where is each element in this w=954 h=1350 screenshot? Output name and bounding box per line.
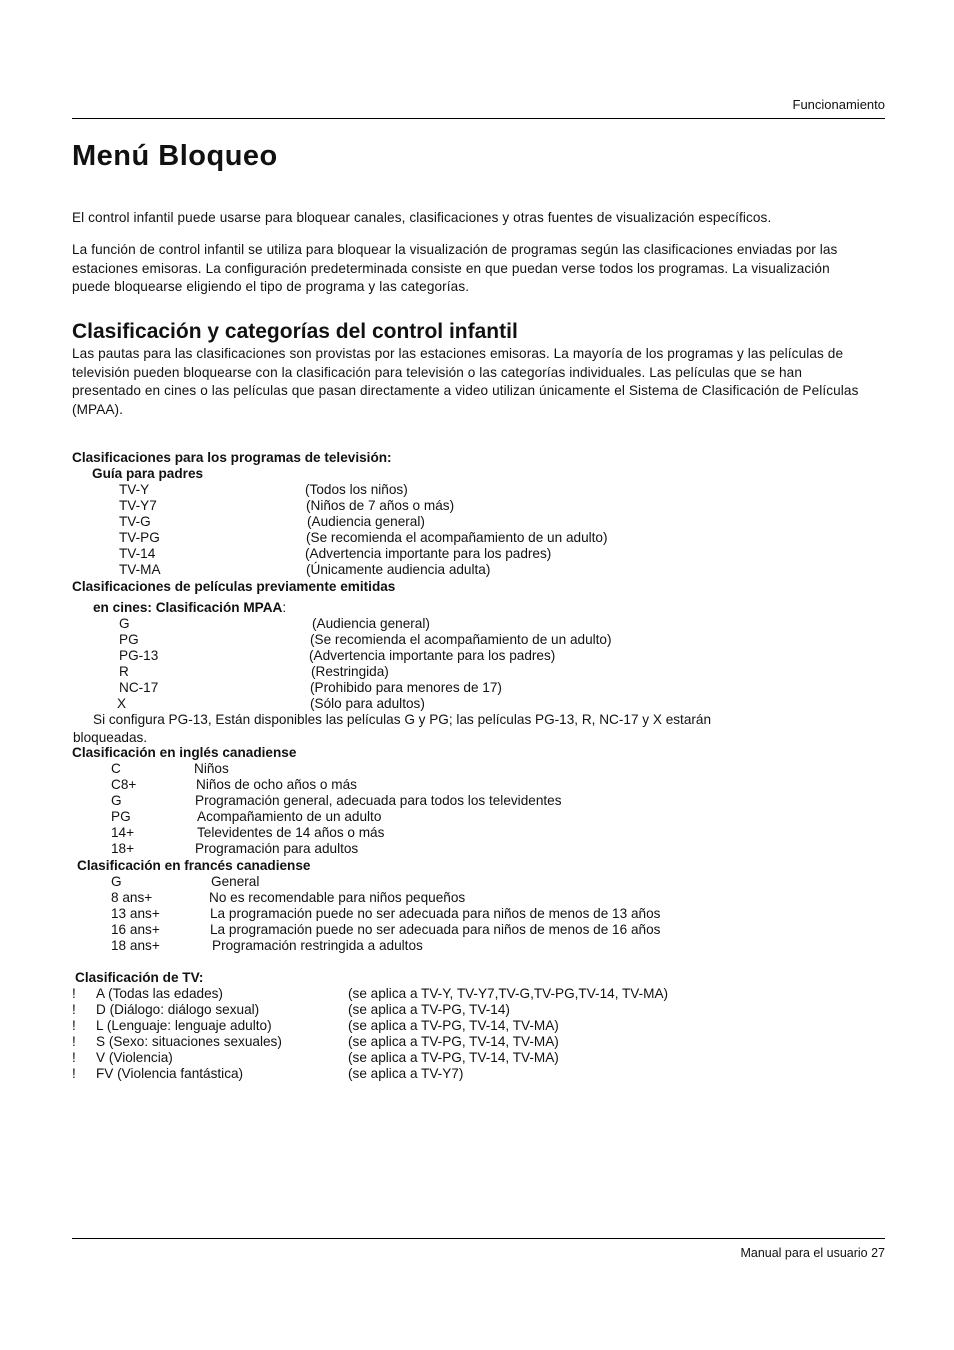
rating-code: NC-17 xyxy=(119,680,159,695)
rating-desc: La programación puede no ser adecuada para niños de menos de 16 años xyxy=(210,922,661,937)
bullet-icon: ! xyxy=(72,1066,76,1081)
rating-desc: General xyxy=(211,874,260,889)
rating-desc: (Todos los niños) xyxy=(305,482,408,497)
rating-desc: (Audiencia general) xyxy=(312,616,430,631)
rating-desc: (Audiencia general) xyxy=(307,514,425,529)
content-applies: (se aplica a TV-Y, TV-Y7,TV-G,TV-PG,TV-14, TV-MA) xyxy=(348,986,669,1001)
rating-code: TV-PG xyxy=(119,530,160,545)
rating-code: TV-Y xyxy=(119,482,150,497)
rating-desc: Televidentes de 14 años o más xyxy=(197,825,385,840)
rating-code: TV-14 xyxy=(119,546,156,561)
rating-code: R xyxy=(119,664,129,679)
rating-desc: (Se recomienda el acompañamiento de un adulto) xyxy=(306,530,608,545)
content-label: V (Violencia) xyxy=(96,1050,173,1065)
rating-code: TV-G xyxy=(119,514,151,529)
content-label: A (Todas las edades) xyxy=(96,986,223,1001)
rating-code: 18+ xyxy=(111,841,135,856)
rating-desc: (Sólo para adultos) xyxy=(310,696,425,711)
content-label: L (Lenguaje: lenguaje adulto) xyxy=(96,1018,272,1033)
content-applies: (se aplica a TV-Y7) xyxy=(348,1066,464,1081)
rating-code: 16 ans+ xyxy=(111,922,160,937)
tv-ratings-subheading: Guía para padres xyxy=(92,466,204,481)
rating-code: 14+ xyxy=(111,825,135,840)
tv-content-heading: Clasificación de TV: xyxy=(75,970,204,985)
rating-code: 13 ans+ xyxy=(111,906,160,921)
page-section-label: Funcionamiento xyxy=(792,97,885,112)
rating-code: C8+ xyxy=(111,777,137,792)
rating-desc: (Se recomienda el acompañamiento de un adulto) xyxy=(310,632,612,647)
rating-desc: Programación restringida a adultos xyxy=(212,938,423,953)
mpaa-note: Si configura PG-13, Están disponibles las películas G y PG; las películas PG-13, R, NC-17 y X estarán xyxy=(93,712,712,727)
page-footer: Manual para el usuario 27 xyxy=(740,1246,885,1260)
rating-desc: La programación puede no ser adecuada para niños de menos de 13 años xyxy=(210,906,661,921)
rating-desc: (Niños de 7 años o más) xyxy=(306,498,455,513)
content-applies: (se aplica a TV-PG, TV-14, TV-MA) xyxy=(348,1018,559,1033)
rating-desc: (Advertencia importante para los padres) xyxy=(309,648,556,663)
rating-code: 18 ans+ xyxy=(111,938,160,953)
page-title: Menú Bloqueo xyxy=(72,140,278,172)
mpaa-note-cont: bloqueadas. xyxy=(73,730,148,745)
rating-code: G xyxy=(111,874,122,889)
intro-paragraph-2: La función de control infantil se utiliza para bloquear la visualización de programas según las clasificaciones enviadas por las estaciones emisoras. La configuración predeterminada consiste en que puedan verse todos los programas. La visualización puede bloquearse eligiendo el tipo de programa y las categorías. xyxy=(72,242,838,294)
section-subtitle: Clasificación y categorías del control infantil xyxy=(72,320,518,343)
rating-code: X xyxy=(117,696,127,711)
tv-ratings-heading: Clasificaciones para los programas de televisión: xyxy=(72,450,392,465)
rating-desc: Programación para adultos xyxy=(195,841,359,856)
canadian-french-heading: Clasificación en francés canadiense xyxy=(77,858,311,873)
canadian-english-heading: Clasificación en inglés canadiense xyxy=(72,745,297,760)
content-label: S (Sexo: situaciones sexuales) xyxy=(96,1034,282,1049)
content-applies: (se aplica a TV-PG, TV-14) xyxy=(348,1002,510,1017)
content-label: D (Diálogo: diálogo sexual) xyxy=(96,1002,260,1017)
rating-code: TV-MA xyxy=(119,562,161,577)
intro-paragraph-1: El control infantil puede usarse para bloquear canales, clasificaciones y otras fuentes de visualización específicos. xyxy=(72,210,772,225)
rating-desc: Programación general, adecuada para todos los televidentes xyxy=(195,793,562,808)
mpaa-subheading-colon: : xyxy=(282,600,287,615)
bullet-icon: ! xyxy=(72,1050,76,1065)
subtitle-paragraph: Las pautas para las clasificaciones son provistas por las estaciones emisoras. La mayoría de los programas y las películas de televisión pueden bloquearse con la clasificación para televisión o las categorías individuales. Las películas que se han presentado en cines o las películas que pasan directamente a video utilizan únicamente el Sistema de Clasificación de Películas (MPAA). xyxy=(72,346,859,417)
mpaa-subheading: en cines: Clasificación MPAA xyxy=(93,600,283,615)
rating-desc: Acompañamiento de un adulto xyxy=(197,809,382,824)
bullet-icon: ! xyxy=(72,986,76,1001)
rating-desc: (Restringida) xyxy=(311,664,389,679)
rating-desc: Niños xyxy=(194,761,229,776)
header-rule xyxy=(72,118,885,119)
content-applies: (se aplica a TV-PG, TV-14, TV-MA) xyxy=(348,1034,559,1049)
rating-code: G xyxy=(119,616,130,631)
rating-code: 8 ans+ xyxy=(111,890,153,905)
footer-rule xyxy=(72,1238,885,1239)
rating-desc: Niños de ocho años o más xyxy=(196,777,357,792)
bullet-icon: ! xyxy=(72,1002,76,1017)
rating-code: PG xyxy=(111,809,131,824)
bullet-icon: ! xyxy=(72,1034,76,1049)
rating-desc: (Prohibido para menores de 17) xyxy=(310,680,502,695)
rating-code: C xyxy=(111,761,121,776)
rating-code: PG-13 xyxy=(119,648,159,663)
rating-desc: (Advertencia importante para los padres) xyxy=(305,546,552,561)
content-label: FV (Violencia fantástica) xyxy=(96,1066,244,1081)
mpaa-heading: Clasificaciones de películas previamente emitidas xyxy=(72,579,396,594)
content-applies: (se aplica a TV-PG, TV-14, TV-MA) xyxy=(348,1050,559,1065)
rating-code: G xyxy=(111,793,122,808)
rating-code: PG xyxy=(119,632,139,647)
bullet-icon: ! xyxy=(72,1018,76,1033)
rating-code: TV-Y7 xyxy=(119,498,157,513)
rating-desc: No es recomendable para niños pequeños xyxy=(209,890,466,905)
rating-desc: (Únicamente audiencia adulta) xyxy=(306,562,491,577)
